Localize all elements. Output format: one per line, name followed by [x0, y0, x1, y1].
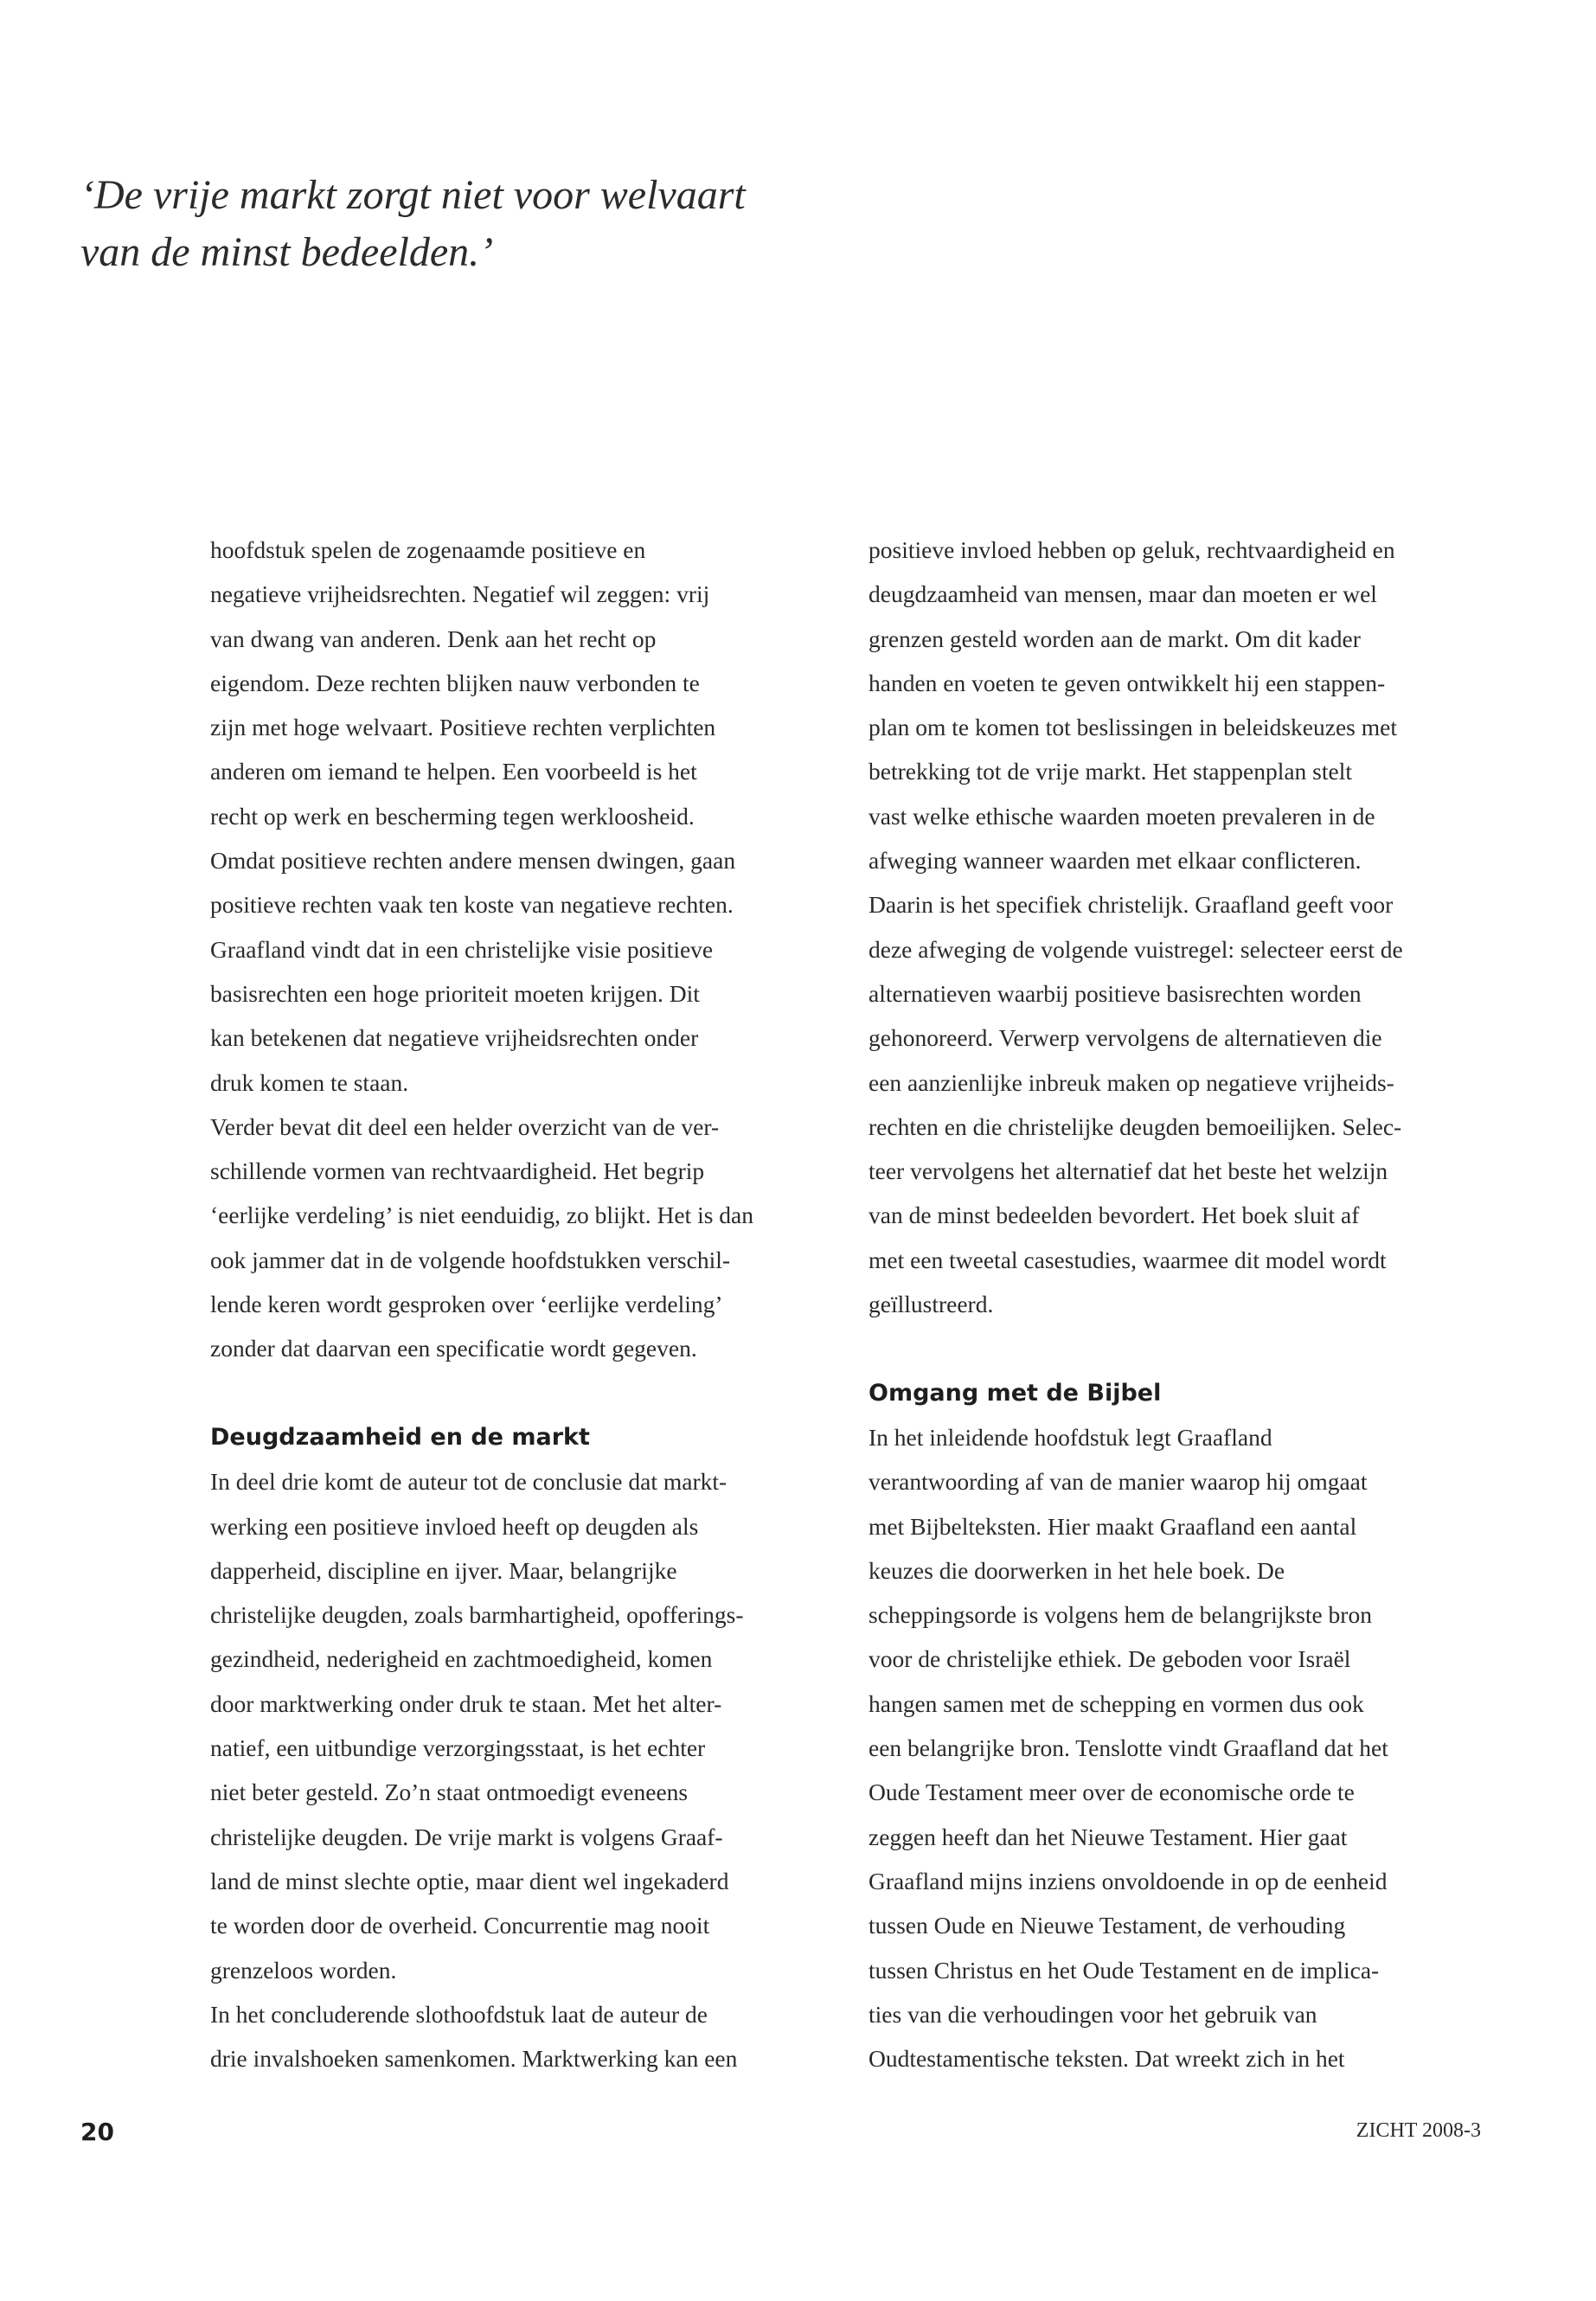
paragraph-gap: [869, 1326, 1474, 1370]
pull-quote-line: van de minst bedeelden.’: [80, 229, 494, 275]
text-line: ties van die verhoudingen voor het gebruik van: [869, 2000, 1317, 2028]
text-line: betrekking tot de vrije markt. Het stappenplan stelt: [869, 758, 1353, 785]
text-line: lende keren wordt gesproken over ‘eerlijke verdeling’: [210, 1291, 723, 1318]
text-line: schillende vormen van rechtvaardigheid. Het begrip: [210, 1157, 705, 1185]
text-line: land de minst slechte optie, maar dient wel ingekaderd: [210, 1867, 729, 1894]
text-line: grenzen gesteld worden aan de markt. Om dit kader: [869, 625, 1361, 652]
text-line: met Bijbelteksten. Hier maakt Graafland een aantal: [869, 1512, 1357, 1540]
text-line: Graafland mijns inziens onvoldoende in op de eenheid: [869, 1867, 1388, 1894]
text-line: gezindheid, nederigheid en zachtmoedigheid, komen: [210, 1645, 713, 1673]
text-line: deugdzaamheid van mensen, maar dan moeten er wel: [869, 580, 1377, 608]
text-line: alternatieven waarbij positieve basisrechten worden: [869, 979, 1362, 1007]
text-line: een aanzienlijke inbreuk maken op negatieve vrijheids-: [869, 1068, 1394, 1096]
text-line: kan betekenen dat negatieve vrijheidsrechten onder: [210, 1024, 699, 1052]
text-line: plan om te komen tot beslissingen in beleidskeuzes met: [869, 714, 1397, 741]
text-line: met een tweetal casestudies, waarmee dit model wordt: [869, 1246, 1387, 1273]
left-column: [210, 528, 816, 2080]
body-paragraph: [210, 1459, 816, 1992]
body-paragraph: [210, 1105, 816, 1371]
text-line: In het concluderende slothoofdstuk laat de auteur de: [210, 2000, 708, 2028]
text-line: Oude Testament meer over de economische orde te: [869, 1779, 1355, 1806]
text-line: ook jammer dat in de volgende hoofdstukken verschil-: [210, 1246, 731, 1273]
text-line: handen en voeten te geven ontwikkelt hij een stappen-: [869, 669, 1386, 696]
text-line: keuzes die doorwerken in het hele boek. De: [869, 1556, 1285, 1584]
section-heading-bijbel: Omgang met de Bijbel: [869, 1379, 1162, 1407]
text-line: door marktwerking onder druk te staan. Met het alter-: [210, 1689, 722, 1717]
text-line: ‘eerlijke verdeling’ is niet eenduidig, zo blijkt. Het is dan: [210, 1202, 753, 1229]
text-line: zonder dat daarvan een specificatie wordt gegeven.: [210, 1335, 697, 1362]
text-line: gehonoreerd. Verwerp vervolgens de alternatieven die: [869, 1024, 1382, 1052]
text-line: Graafland vindt dat in een christelijke visie positieve: [210, 935, 714, 963]
text-line: grenzeloos worden.: [210, 1956, 397, 1984]
text-line: Verder bevat dit deel een helder overzicht van de ver-: [210, 1112, 720, 1140]
text-line: basisrechten een hoge prioriteit moeten krijgen. Dit: [210, 979, 700, 1007]
pull-quote-line: ‘De vrije markt zorgt niet voor welvaart: [80, 172, 746, 218]
text-line: tussen Christus en het Oude Testament en de implica-: [869, 1956, 1380, 1984]
text-line: tussen Oude en Nieuwe Testament, de verhouding: [869, 1912, 1346, 1939]
text-line: geïllustreerd.: [869, 1291, 994, 1318]
text-line: rechten en die christelijke deugden bemoeilijken. Selec-: [869, 1112, 1402, 1140]
text-line: voor de christelijke ethiek. De geboden voor Israël: [869, 1645, 1351, 1673]
page-number: 20: [80, 2118, 114, 2146]
text-line: niet beter gesteld. Zo’n staat ontmoedigt eveneens: [210, 1779, 689, 1806]
issue-label: ZICHT 2008-3: [1356, 2119, 1481, 2142]
text-line: dapperheid, discipline en ijver. Maar, belangrijke: [210, 1556, 677, 1584]
text-line: verantwoording af van de manier waarop hij omgaat: [869, 1468, 1368, 1496]
text-line: scheppingsorde is volgens hem de belangrijkste bron: [869, 1601, 1372, 1629]
text-line: positieve invloed hebben op geluk, rechtvaardigheid en: [869, 536, 1395, 563]
text-line: positieve rechten vaak ten koste van negatieve rechten.: [210, 891, 734, 919]
text-line: Omdat positieve rechten andere mensen dwingen, gaan: [210, 847, 736, 875]
text-line: van de minst bedeelden bevordert. Het boek sluit af: [869, 1202, 1360, 1229]
paragraph-gap: [210, 1371, 816, 1415]
text-line: christelijke deugden. De vrije markt is volgens Graaf-: [210, 1823, 723, 1850]
text-line: zeggen heeft dan het Nieuwe Testament. Hier gaat: [869, 1823, 1348, 1850]
text-line: negatieve vrijheidsrechten. Negatief wil zeggen: vrij: [210, 580, 710, 608]
text-line: zijn met hoge welvaart. Positieve rechten verplichten: [210, 714, 716, 741]
body-paragraph: [869, 1415, 1474, 2080]
text-line: vast welke ethische waarden moeten prevaleren in de: [869, 802, 1375, 830]
section-heading-deugdzaamheid: Deugdzaamheid en de markt: [210, 1423, 590, 1451]
text-line: hoofdstuk spelen de zogenaamde positieve en: [210, 536, 646, 563]
body-paragraph: [869, 528, 1474, 1326]
pull-quote: [80, 167, 945, 281]
text-line: hangen samen met de schepping en vormen dus ook: [869, 1689, 1364, 1717]
text-line: een belangrijke bron. Tenslotte vindt Graafland dat het: [869, 1734, 1388, 1762]
right-column: [869, 528, 1474, 2080]
text-line: te worden door de overheid. Concurrentie mag nooit: [210, 1912, 710, 1939]
text-line: In deel drie komt de auteur tot de conclusie dat markt-: [210, 1468, 727, 1496]
body-paragraph: [210, 1992, 816, 2081]
text-line: van dwang van anderen. Denk aan het recht op: [210, 625, 657, 652]
text-line: Oudtestamentische teksten. Dat wreekt zich in het: [869, 2045, 1345, 2073]
text-line: eigendom. Deze rechten blijken nauw verbonden te: [210, 669, 700, 696]
text-line: christelijke deugden, zoals barmhartigheid, opofferings-: [210, 1601, 744, 1629]
body-paragraph: [210, 528, 816, 1105]
text-line: drie invalshoeken samenkomen. Marktwerking kan een: [210, 2045, 738, 2073]
text-line: natief, een uitbundige verzorgingsstaat, is het echter: [210, 1734, 706, 1762]
text-line: werking een positieve invloed heeft op deugden als: [210, 1512, 699, 1540]
text-line: teer vervolgens het alternatief dat het beste het welzijn: [869, 1157, 1388, 1185]
text-line: afweging wanneer waarden met elkaar conflicteren.: [869, 847, 1362, 875]
text-line: Daarin is het specifiek christelijk. Graafland geeft voor: [869, 891, 1394, 919]
text-line: deze afweging de volgende vuistregel: selecteer eerst de: [869, 935, 1403, 963]
text-line: In het inleidende hoofdstuk legt Graafland: [869, 1423, 1272, 1451]
text-line: recht op werk en bescherming tegen werkloosheid.: [210, 802, 695, 830]
text-line: anderen om iemand te helpen. Een voorbeeld is het: [210, 758, 697, 785]
text-line: druk komen te staan.: [210, 1068, 409, 1096]
